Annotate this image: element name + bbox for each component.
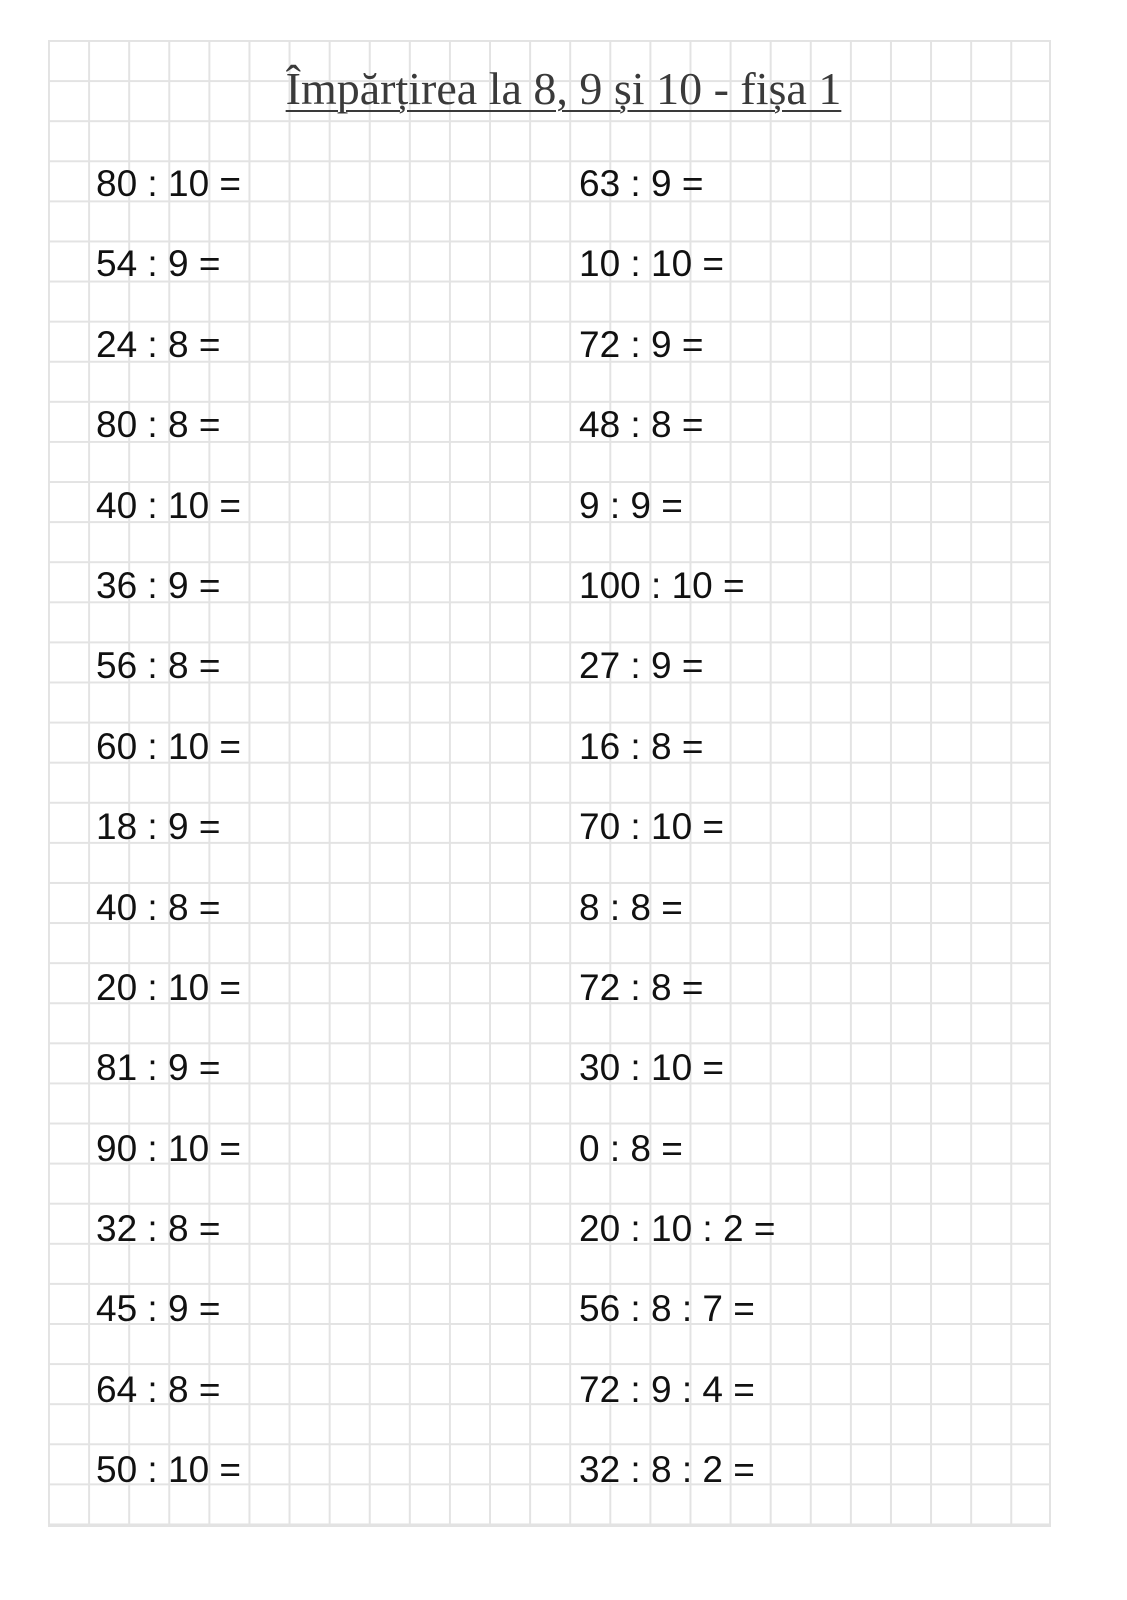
worksheet-title: Împărțirea la 8, 9 și 10 - fișa 1	[285, 63, 842, 114]
exercise: 40 : 8 =	[96, 886, 221, 928]
exercise: 100 : 10 =	[579, 564, 745, 606]
exercise: 80 : 8 =	[96, 404, 221, 446]
exercise: 50 : 10 =	[96, 1449, 242, 1491]
exercise: 90 : 10 =	[96, 1127, 242, 1169]
exercise: 64 : 8 =	[96, 1368, 221, 1410]
exercise: 30 : 10 =	[579, 1047, 725, 1089]
exercise: 9 : 9 =	[579, 484, 683, 526]
exercise: 54 : 9 =	[96, 243, 221, 285]
exercise: 36 : 9 =	[96, 564, 221, 606]
exercise: 45 : 9 =	[96, 1288, 221, 1330]
exercise: 20 : 10 =	[96, 966, 242, 1008]
left-exercise-column	[96, 160, 241, 1527]
exercise: 80 : 10 =	[96, 163, 242, 204]
exercise: 72 : 9 : 4 =	[579, 1368, 755, 1410]
exercise: 0 : 8 =	[579, 1127, 683, 1169]
exercise: 32 : 8 : 2 =	[579, 1449, 755, 1491]
exercise: 70 : 10 =	[579, 806, 725, 848]
exercise: 72 : 9 =	[579, 323, 704, 365]
exercise: 40 : 10 =	[96, 484, 242, 526]
exercise: 8 : 8 =	[579, 886, 683, 928]
exercise: 27 : 9 =	[579, 645, 704, 687]
exercise: 72 : 8 =	[579, 966, 704, 1008]
exercise: 48 : 8 =	[579, 404, 704, 446]
exercise: 81 : 9 =	[96, 1047, 221, 1089]
exercise: 10 : 10 =	[579, 243, 725, 285]
exercise: 32 : 8 =	[96, 1208, 221, 1250]
exercise: 60 : 10 =	[96, 725, 242, 767]
exercise: 63 : 9 =	[579, 163, 704, 204]
exercise: 20 : 10 : 2 =	[579, 1208, 776, 1250]
right-exercise-column	[579, 160, 775, 1527]
exercise: 18 : 9 =	[96, 806, 221, 848]
exercise: 16 : 8 =	[579, 725, 704, 767]
exercise: 56 : 8 : 7 =	[579, 1288, 755, 1330]
exercise: 56 : 8 =	[96, 645, 221, 687]
exercise: 24 : 8 =	[96, 323, 221, 365]
